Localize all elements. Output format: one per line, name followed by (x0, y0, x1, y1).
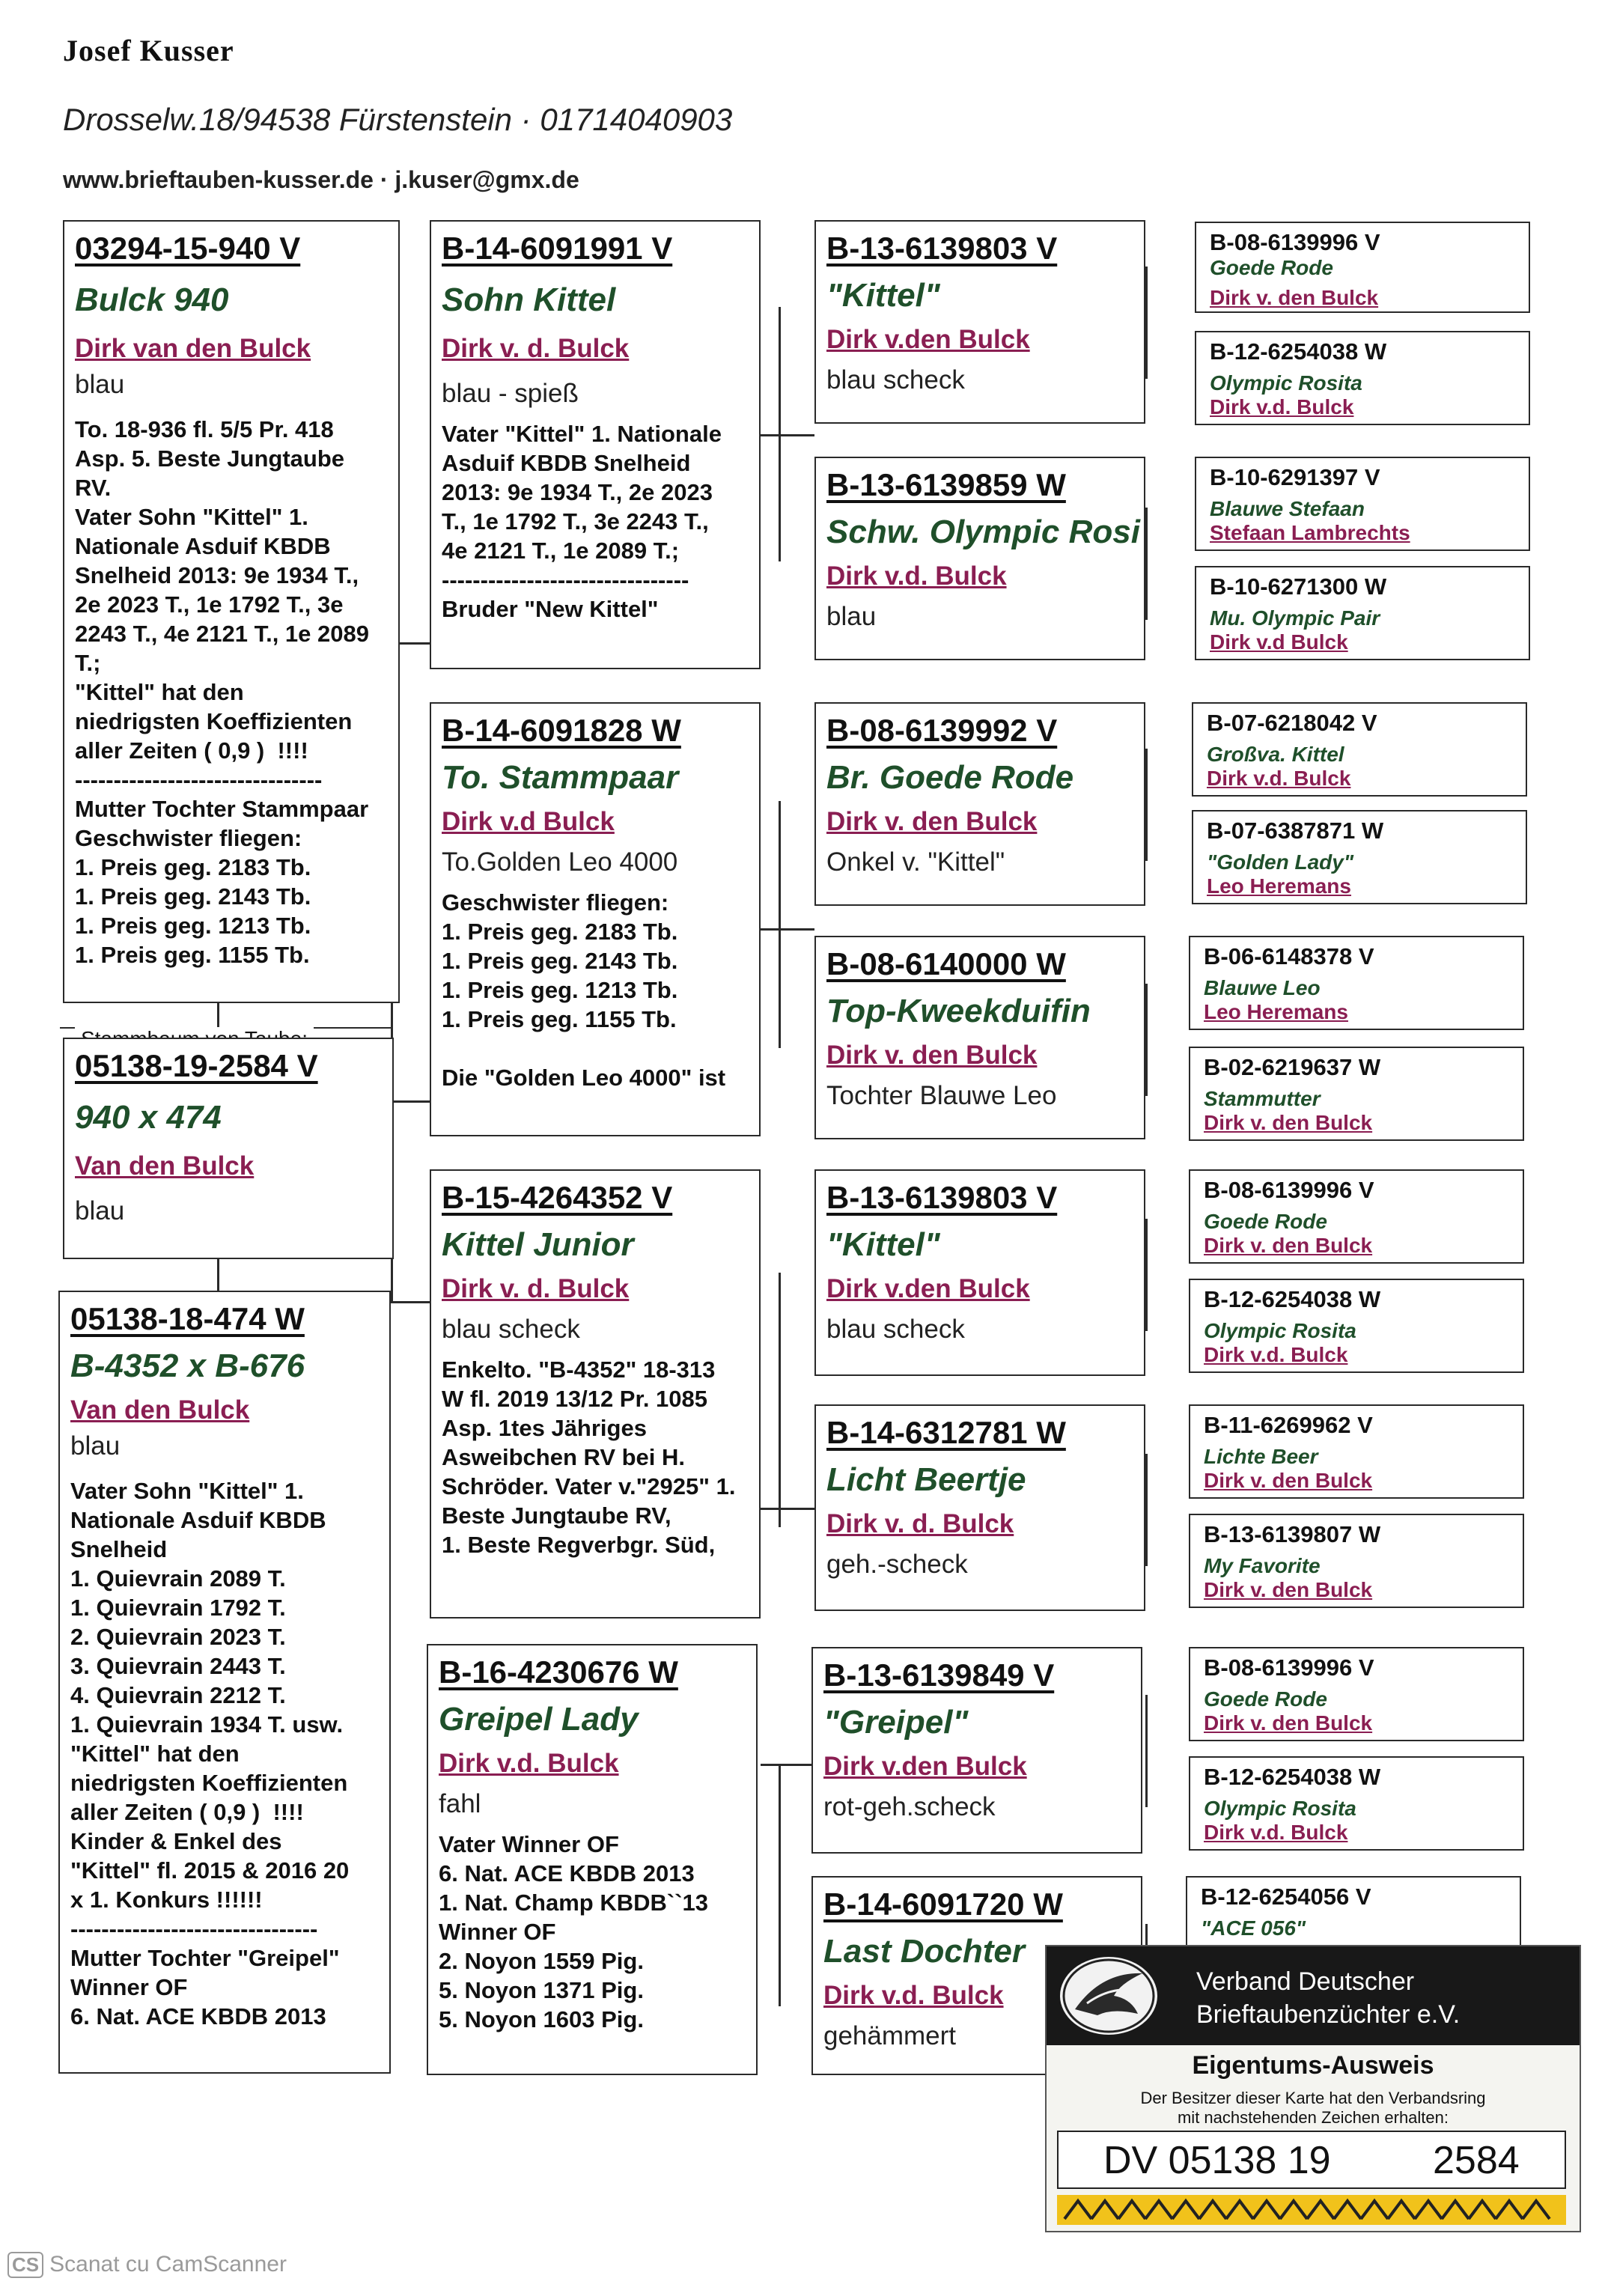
gen4-card-5 (1192, 702, 1527, 797)
gen2-breeder: Dirk v.d Bulck (442, 807, 615, 836)
camscanner-logo-icon: CS (7, 2252, 43, 2278)
gen3-color: Onkel v. "Kittel" (826, 847, 1005, 877)
card-number-suffix: 2584 (1433, 2139, 1520, 2182)
connector-line (1145, 1454, 1148, 1566)
gen3-name: Schw. Olympic Rosi (826, 514, 1140, 550)
connector-line (1145, 1219, 1148, 1331)
gen4-ring: B-08-6139996 V (1204, 1177, 1374, 1203)
gen3-card-2 (814, 457, 1145, 660)
gen4-name: Goede Rode (1204, 1687, 1327, 1711)
gen2-color: blau scheck (442, 1315, 580, 1344)
gen4-card-6 (1192, 810, 1527, 904)
gen4-name: "ACE 056" (1201, 1916, 1306, 1940)
gen4-card-12 (1189, 1514, 1524, 1608)
security-pattern-graphic (1057, 2195, 1566, 2225)
gen1-dam-breeder: Van den Bulck (70, 1395, 250, 1425)
gen4-ring: B-10-6271300 W (1210, 573, 1387, 600)
gen3-card-5 (814, 1169, 1145, 1376)
gen3-name: Licht Beertje (826, 1461, 1026, 1498)
gen4-ring: B-12-6254038 W (1210, 338, 1387, 365)
card-header (1047, 1946, 1580, 2045)
gen4-breeder: Dirk v. den Bulck (1204, 1234, 1373, 1257)
gen4-name: Blauwe Stefaan (1210, 497, 1365, 520)
connector-line (391, 1301, 430, 1303)
gen3-card-3 (814, 702, 1145, 906)
gen4-breeder: Dirk v.d. Bulck (1204, 1821, 1348, 1844)
gen1-dam-color: blau (70, 1431, 121, 1461)
gen3-breeder: Dirk v.d. Bulck (826, 561, 1007, 591)
connector-line (761, 434, 814, 436)
subject-color: blau (75, 370, 125, 399)
gen4-breeder: Dirk v. den Bulck (1204, 1711, 1373, 1735)
gen4-card-4 (1195, 566, 1530, 660)
gen3-ring: B-13-6139859 W (826, 467, 1066, 502)
gen2-name: Kittel Junior (442, 1226, 634, 1263)
gen4-breeder: Dirk v. den Bulck (1210, 286, 1379, 309)
gen4-name: Großva. Kittel (1207, 743, 1344, 766)
gen2-card-2 (430, 702, 761, 1136)
gen3-breeder: Dirk v.d. Bulck (823, 1981, 1004, 2010)
gen4-breeder: Dirk v.d. Bulck (1204, 1343, 1348, 1366)
gen1-sire-name: 940 x 474 (75, 1099, 222, 1136)
gen4-name: Mu. Olympic Pair (1210, 606, 1380, 630)
connector-line (761, 928, 814, 931)
gen2-ring: B-14-6091991 V (442, 231, 673, 266)
gen4-name: Stammutter (1204, 1087, 1321, 1110)
gen3-color: gehämmert (823, 2021, 957, 2050)
gen4-card-9 (1189, 1169, 1524, 1264)
gen1-dam-name: B-4352 x B-676 (70, 1348, 305, 1384)
gen2-notes: Geschwister fliegen: 1. Preis geg. 2183 Tb. 1. Preis geg. 2143 Tb. 1. Preis geg. 1213 Tb. 1. Preis geg. 1155 Tb. Die "Golden Leo 4000" ist (442, 889, 726, 1091)
gen1-dam-notes: Vater Sohn "Kittel" 1. Nationale Asduif KBDB Snelheid 1. Quievrain 2089 T. 1. Quievrain 1792 T. 2. Quievrain 2023 T. 3. Quievrain 2443 T. 4. Quievrain 2212 T. 1. Quievrain 1934 T. usw. "Kittel" hat den niedrigsten Koeffizienten aller Zeiten ( 0,9 ) !!!! Kinder & Enkel des "Kittel" fl. 2015 & 2016 20 x 1. Konkurs !!!!!! -------------------------------- Mutter Tochter "Greipel" Winner OF 6. Nat. ACE KBDB 2013 (70, 1478, 350, 2029)
connector-line (217, 1258, 219, 1291)
gen4-ring: B-10-6291397 V (1210, 464, 1380, 490)
connector-line (779, 1273, 781, 1527)
gen4-card-10 (1189, 1279, 1524, 1373)
gen4-breeder: Dirk v. den Bulck (1204, 1469, 1373, 1492)
gen4-name: Blauwe Leo (1204, 976, 1321, 999)
gen3-card-1 (814, 220, 1145, 424)
gen1-dam-card (58, 1291, 391, 2074)
owner-name: Josef Kusser (63, 34, 234, 67)
gen3-name: "Kittel" (826, 277, 940, 314)
subject-notes: To. 18-936 fl. 5/5 Pr. 418 Asp. 5. Beste Jungtaube RV. Vater Sohn "Kittel" 1. Nationale Asduif KBDB Snelheid 2013: 9e 1934 T., 2e 2023 T., 1e 1792 T., 3e 2243 T., 4e 2121 T., 1e 2089 T.; "Kittel" hat den niedrigsten Koeffizienten aller Zeiten ( 0,9 ) !!!! -------------------------------- Mutter Tochter Stammpaar Geschwister fliegen: 1. Preis geg. 2183 Tb. 1. Preis geg. 2143 Tb. 1. Preis geg. 1213 Tb. 1. Preis geg. 1155 Tb. (75, 416, 369, 968)
gen2-ring: B-16-4230676 W (439, 1654, 678, 1690)
subject-name: Bulck 940 (75, 281, 229, 318)
gen1-sire-ring: 05138-19-2584 V (75, 1048, 318, 1083)
gen4-ring: B-07-6218042 V (1207, 710, 1377, 736)
gen4-breeder: Leo Heremans (1204, 1000, 1348, 1023)
gen3-ring: B-14-6091720 W (823, 1887, 1063, 1922)
gen3-name: Top-Kweekduifin (826, 993, 1091, 1029)
gen3-breeder: Dirk v.den Bulck (826, 325, 1030, 354)
owner-address: Drosselw.18/94538 Fürstenstein · 01714040903 (63, 102, 733, 137)
scanner-watermark (7, 2252, 287, 2278)
gen2-card-3 (430, 1169, 761, 1619)
gen4-breeder: Dirk v.d. Bulck (1207, 767, 1351, 790)
gen1-sire-card (63, 1038, 394, 1259)
gen4-ring: B-13-6139807 W (1204, 1521, 1381, 1547)
gen4-breeder: Leo Heremans (1207, 874, 1351, 898)
gen4-breeder: Dirk v.d Bulck (1210, 630, 1348, 654)
gen4-name: Olympic Rosita (1210, 371, 1362, 395)
gen4-card-14 (1189, 1756, 1524, 1851)
gen2-name: To. Stammpaar (442, 759, 679, 796)
connector-line (761, 1508, 814, 1510)
gen4-card-13 (1189, 1647, 1524, 1741)
gen4-card-3 (1195, 457, 1530, 551)
connector-line (1145, 984, 1148, 1096)
card-ring-number (1057, 2131, 1566, 2189)
gen4-ring: B-07-6387871 W (1207, 817, 1384, 844)
gen2-notes: Vater "Kittel" 1. Nationale Asduif KBDB Snelheid 2013: 9e 1934 T., 2e 2023 T., 1e 1792 T., 3e 2243 T., 4e 2121 T., 1e 2089 T.; -------------------------------- Bruder "New Kittel" (442, 421, 722, 622)
gen2-color: To.Golden Leo 4000 (442, 847, 678, 877)
gen4-name: "Golden Lady" (1207, 850, 1354, 874)
gen4-card-2 (1195, 331, 1530, 425)
pigeon-logo-graphic (1060, 1957, 1157, 2035)
connector-line (1145, 267, 1148, 379)
gen2-breeder: Dirk v. d. Bulck (442, 1274, 630, 1303)
connector-line (1145, 1695, 1148, 1807)
gen3-ring: B-08-6140000 W (826, 946, 1066, 981)
card-org-line1: Verband Deutscher (1196, 1967, 1415, 1996)
gen4-name: Olympic Rosita (1204, 1319, 1356, 1342)
gen4-card-7 (1189, 936, 1524, 1030)
scanner-watermark-text: Scanat cu CamScanner (49, 2252, 287, 2277)
gen3-breeder: Dirk v. d. Bulck (826, 1509, 1014, 1538)
gen4-ring: B-12-6254038 W (1204, 1286, 1381, 1312)
card-org-line2: Brieftaubenzüchter e.V. (1196, 2000, 1461, 2029)
gen3-color: blau (826, 602, 877, 631)
gen2-name: Sohn Kittel (442, 281, 616, 318)
gen4-breeder: Stefaan Lambrechts (1210, 521, 1410, 544)
gen4-name: Goede Rode (1204, 1210, 1327, 1233)
gen3-name: "Greipel" (823, 1704, 969, 1741)
connector-line (391, 1100, 430, 1103)
gen4-card-1 (1195, 222, 1530, 313)
gen1-sire-color: blau (75, 1196, 125, 1225)
gen4-card-8 (1189, 1047, 1524, 1141)
gen4-ring: B-12-6254038 W (1204, 1764, 1381, 1790)
connector-line (1145, 508, 1148, 620)
gen3-card-7 (811, 1647, 1142, 1854)
gen4-name: Goede Rode (1210, 256, 1333, 279)
gen4-card-11 (1189, 1404, 1524, 1499)
gen3-name: Last Dochter (823, 1933, 1025, 1970)
connector-line (779, 1764, 781, 2006)
gen2-card-4 (427, 1644, 758, 2075)
gen3-color: geh.-scheck (826, 1550, 968, 1579)
card-text-line2: mit nachstehenden Zeichen erhalten: (1177, 2108, 1449, 2127)
owner-web-contact: www.brieftauben-kusser.de · j.kuser@gmx.de (63, 166, 579, 193)
gen4-ring: B-06-6148378 V (1204, 943, 1374, 969)
card-title: Eigentums-Ausweis (1192, 2051, 1434, 2080)
gen4-name: Olympic Rosita (1204, 1797, 1356, 1820)
gen3-breeder: Dirk v. den Bulck (826, 1041, 1038, 1070)
connector-line (779, 801, 781, 1048)
gen3-name: "Kittel" (826, 1226, 940, 1263)
gen3-ring: B-13-6139849 V (823, 1657, 1055, 1693)
gen4-name: Lichte Beer (1204, 1445, 1318, 1468)
gen3-ring: B-13-6139803 V (826, 1180, 1058, 1215)
gen3-color: blau scheck (826, 1315, 965, 1344)
gen3-ring: B-13-6139803 V (826, 231, 1058, 266)
gen4-breeder: Dirk v. den Bulck (1204, 1578, 1373, 1601)
subject-card (63, 220, 400, 1003)
gen2-color: blau - spieß (442, 379, 579, 408)
connector-line (217, 1002, 219, 1029)
gen2-color: fahl (439, 1789, 481, 1818)
gen2-ring: B-14-6091828 W (442, 713, 681, 748)
gen4-breeder: Dirk v.d. Bulck (1210, 395, 1354, 418)
card-text-line1: Der Besitzer dieser Karte hat den Verbandsring (1140, 2089, 1486, 2107)
gen3-breeder: Dirk v.den Bulck (826, 1274, 1030, 1303)
gen4-breeder: Dirk v. den Bulck (1204, 1111, 1373, 1134)
gen4-ring: B-11-6269962 V (1204, 1412, 1373, 1438)
gen3-name: Br. Goede Rode (826, 759, 1074, 796)
gen4-name: My Favorite (1204, 1554, 1321, 1577)
gen3-color: Tochter Blauwe Leo (826, 1081, 1057, 1110)
gen2-name: Greipel Lady (439, 1701, 639, 1738)
card-number-prefix: DV 05138 19 (1103, 2139, 1331, 2182)
gen2-breeder: Dirk v.d. Bulck (439, 1749, 619, 1778)
gen1-dam-ring: 05138-18-474 W (70, 1301, 305, 1336)
gen3-breeder: Dirk v. den Bulck (826, 807, 1038, 836)
gen3-ring: B-08-6139992 V (826, 713, 1058, 748)
gen3-ring: B-14-6312781 W (826, 1415, 1066, 1450)
gen4-ring: B-02-6219637 W (1204, 1054, 1381, 1080)
gen2-breeder: Dirk v. d. Bulck (442, 334, 630, 363)
gen4-ring: B-08-6139996 V (1210, 229, 1380, 255)
card-security-pattern (1057, 2195, 1566, 2225)
pigeon-logo-icon (1060, 1957, 1157, 2035)
gen2-ring: B-15-4264352 V (442, 1180, 673, 1215)
gen2-card-1 (430, 220, 761, 669)
ownership-card (1045, 1945, 1581, 2232)
subject-breeder: Dirk van den Bulck (75, 334, 311, 363)
gen3-card-4 (814, 936, 1145, 1139)
gen3-color: rot-geh.scheck (823, 1792, 996, 1821)
gen1-sire-breeder: Van den Bulck (75, 1151, 255, 1181)
gen2-notes: Enkelto. "B-4352" 18-313 W fl. 2019 13/12 Pr. 1085 Asp. 1tes Jähriges Asweibchen RV bei H. Schröder. Vater v."2925" 1. Beste Jungtaube RV, 1. Beste Regverbgr. Süd, (442, 1356, 736, 1558)
subject-ring: 03294-15-940 V (75, 231, 301, 266)
gen3-breeder: Dirk v.den Bulck (823, 1752, 1027, 1781)
gen4-ring: B-12-6254056 V (1201, 1884, 1371, 1910)
gen4-ring: B-08-6139996 V (1204, 1654, 1374, 1681)
connector-line (1145, 749, 1148, 861)
gen3-card-6 (814, 1404, 1145, 1611)
gen3-color: blau scheck (826, 365, 965, 395)
gen2-notes: Vater Winner OF 6. Nat. ACE KBDB 2013 1. Nat. Champ KBDB``13 Winner OF 2. Noyon 1559 Pig. 5. Noyon 1371 Pig. 5. Noyon 1603 Pig. (439, 1831, 708, 2032)
connector-line (761, 1764, 814, 1766)
